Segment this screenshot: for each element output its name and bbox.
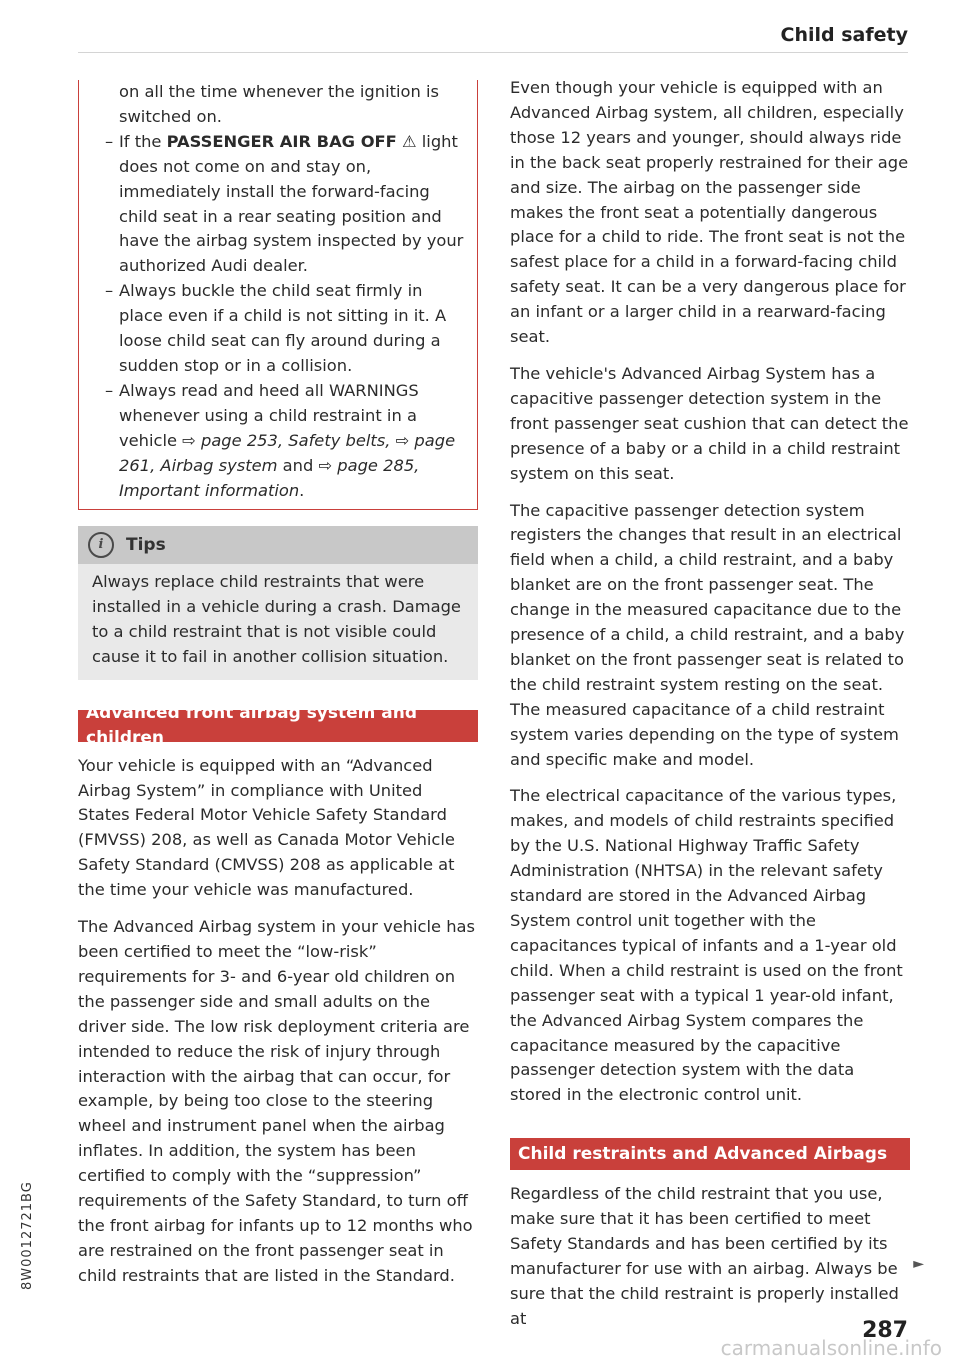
right-paragraph-4: The electrical capacitance of the various types, makes, and models of child restraints specified by the U.S. National Highway Traffic Safety Administration (NHTSA) in the relevant safety standard are stored in the Advanced Airbag System control unit together with the capacitances typical of infants and a 1-year old child. When a child restraint is used on the front passenger seat with a typical 1 year-old infant, the Advanced Airbag System compares the capacitance measured by the capacitive passenger detection system with the data stored in the electronic control unit. [510,786,903,1105]
right-paragraph-5: Regardless of the child restraint that you use, make sure that it has been certified to meet Safety Standards and has been certified by its manufacturer for use with an airbag. Always be sure that the child restraint is properly installed at [510,1184,899,1328]
page-header-title: Child safety [780,24,908,46]
watermark: carmanualsonline.info [720,1336,942,1360]
tips-box [78,526,478,680]
warning-box [78,80,478,510]
passenger-airbag-off-label: PASSENGER AIR BAG OFF [166,131,397,151]
section-heading-child-restraints: Child restraints and Advanced Airbags [510,1138,910,1170]
warning-item-1: – If the PASSENGER AIR BAG OFF ⚠ light does not come on and stay on, immediately install the forward-facing child seat in a rear seating position and have the airbag system inspected by your authorized Audi dealer. [91,130,465,279]
warning-item-3: – Always read and heed all WARNINGS whenever using a child restraint in a vehicle ⇨ page 253, Safety belts, ⇨ page 261, Airbag system and ⇨ page 285, Important information. [91,379,465,504]
warning-item-2: – Always buckle the child seat firmly in place even if a child is not sitting in it. A loose child seat can fly around during a sudden stop or in a collision. [91,279,465,379]
tips-header [78,526,478,564]
ref-safety-belts-link[interactable]: ⇨ page 253, Safety belts, [182,430,391,450]
right-column [510,76,910,1344]
right-paragraph-2: The vehicle's Advanced Airbag System has a capacitive passenger detection system in the front passenger seat cushion that can detect the presence of a baby or a child in a child restraint system on this seat. [510,363,909,483]
tips-title: Tips [126,534,166,555]
section1-paragraph-2: The Advanced Airbag system in your vehicle has been certified to meet the “low-risk” requirements for 3- and 6-year old children on the passenger side and small adults on the driver side. The low risk deployment criteria are intended to reduce the risk of injury through interaction with the airbag that can occur, for example, by being too close to the steering wheel and instrument panel when the airbag inflates. In addition, the system has been certified to comply with the “suppression” requirements of the Safety Standard, to turn off the front airbag for infants up to 12 months who are restrained on the front passenger seat in child restraints that are listed in the Standard. [78,917,476,1285]
tips-body: Always replace child restraints that were installed in a vehicle during a crash. Damage to a child restraint that is not visible could cause it to fail in another collision situation. [92,572,461,666]
left-column [78,80,478,1301]
airbag-off-icon: ⚠ [401,131,417,151]
section1-paragraph-1: Your vehicle is equipped with an “Advanced Airbag System” in compliance with United States Federal Motor Vehicle Safety Standard (FMVSS) 208, as well as Canada Motor Vehicle Safety Standard (CMVSS) 208 as applicable at the time your vehicle was manufactured. [78,755,455,900]
right-paragraph-3: The capacitive passenger detection system registers the changes that result in an electrical field when a child, a child restraint, and a baby blanket are on the front passenger seat. The change in the measured capacitance due to the presence of a child, a child restraint, and a baby blanket on the front passenger seat is related to the child restraint system resting on the seat. The measured capacitance of a child restraint system varies depending on the type of system and specific make and model. [510,500,905,769]
ref-airbag-system-link[interactable]: ⇨ page 261, Airbag system [119,430,456,475]
side-document-code: 8W0012721BG [20,1181,35,1290]
continue-arrow-icon: ► [913,1256,924,1272]
section-heading-advanced-airbag: Advanced front airbag system and children [78,710,478,742]
page-number: 287 [862,1318,908,1343]
header-rule [78,52,908,53]
right-paragraph-1: Even though your vehicle is equipped with an Advanced Airbag system, all children, especially those 12 years and younger, should always ride in the back seat properly restrained for their age and size. The airbag on the passenger side makes the front seat a potentially dangerous place for a child to ride. The front seat is not the safest place for a child in a forward-facing child safety seat. It can be a very dangerous place for an infant or a larger child in a rearward-facing seat. [510,78,909,347]
info-icon: i [88,532,114,558]
ref-important-information-link[interactable]: ⇨ page 285, Important information [119,455,420,500]
warning-continuation: on all the time whenever the ignition is switched on. [119,82,439,126]
